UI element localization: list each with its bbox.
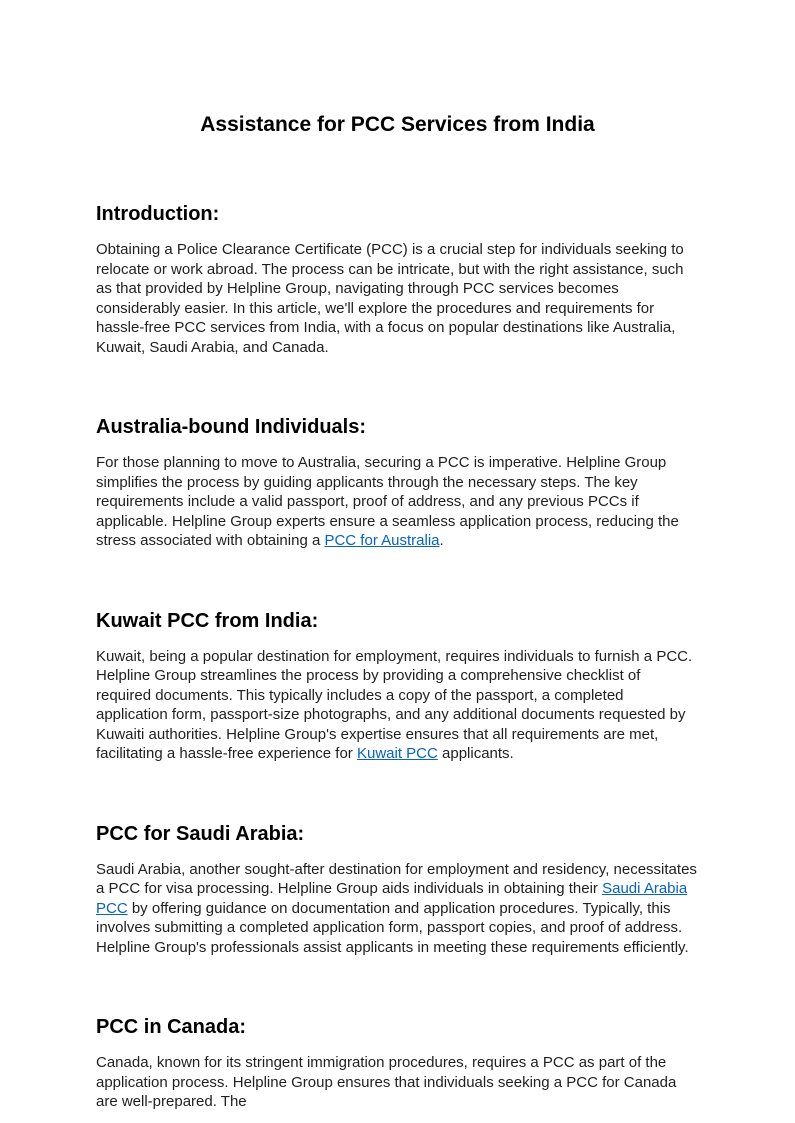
saudi-arabia-pcc-link[interactable]: Saudi Arabia PCC — [96, 880, 688, 917]
section-canada — [96, 1015, 699, 1112]
pcc-for-australia-link[interactable]: PCC for Australia — [324, 532, 440, 550]
section-paragraph — [96, 1053, 699, 1112]
section-saudi-arabia — [96, 822, 699, 958]
paragraph-text: Obtaining a Police Clearance Certificate (PCC) is a crucial step for individuals seeking to relocate or work abroad. The process can be intricate, but with the right assistance, such as that provided by Helpline Group, navigating through PCC services becomes considerably easier. In this article, we'll explore the procedures and requirements for hassle-free PCC services from India, with a focus on popular destinations like Australia, Kuwait, Saudi Arabia, and Canada. — [96, 241, 684, 356]
section-heading-australia: Australia-bound Individuals: — [96, 416, 367, 439]
section-heading-saudi-arabia: PCC for Saudi Arabia: — [96, 822, 305, 845]
section-paragraph — [96, 860, 699, 958]
section-heading-kuwait: Kuwait PCC from India: — [96, 609, 319, 632]
paragraph-text: Canada, known for its stringent immigration procedures, requires a PCC as part of the application process. Helpline Group ensures that individuals seeking a PCC for Canada are well-prepared. The — [96, 1054, 677, 1111]
section-australia — [96, 415, 699, 551]
paragraph-text: Saudi Arabia, another sought-after destination for employment and residency, necessitates a PCC for visa processing. Helpline Group aids individuals in obtaining their — [96, 860, 697, 898]
paragraph-text: Kuwait, being a popular destination for employment, requires individuals to furnish a PCC. Helpline Group streamlines the process by providing a comprehensive checklist of required documents. This typically includes a copy of the passport, a completed application form, passport-size photographs, and any additional documents requested by Kuwaiti authorities. Helpline Group's expertise ensures that all requirements are met, facilitating a hassle-free experience for — [96, 647, 693, 763]
section-paragraph — [96, 647, 699, 764]
paragraph-text: by offering guidance on documentation and application procedures. Typically, this involves submitting a completed application form, passport copies, and proof of address. Helpline Group's professionals assist applicants in meeting these requirements efficiently. — [96, 899, 689, 956]
section-paragraph — [96, 240, 699, 357]
section-introduction — [96, 202, 699, 357]
section-kuwait — [96, 609, 699, 764]
paragraph-text: applicants. — [437, 745, 514, 763]
section-paragraph — [96, 453, 699, 551]
paragraph-text: For those planning to move to Australia, securing a PCC is imperative. Helpline Group simplifies the process by guiding applicants through the necessary steps. The key requirements include a valid passport, proof of address, and any previous PCCs if applicable. Helpline Group experts ensure a seamless application process, reducing the stress associated with obtaining a — [96, 454, 679, 550]
kuwait-pcc-link[interactable]: Kuwait PCC — [356, 745, 438, 763]
paragraph-text: . — [439, 532, 444, 550]
section-heading-canada: PCC in Canada: — [96, 1016, 247, 1039]
section-heading-introduction: Introduction: — [96, 203, 220, 226]
document-title: Assistance for PCC Services from India — [200, 113, 595, 136]
